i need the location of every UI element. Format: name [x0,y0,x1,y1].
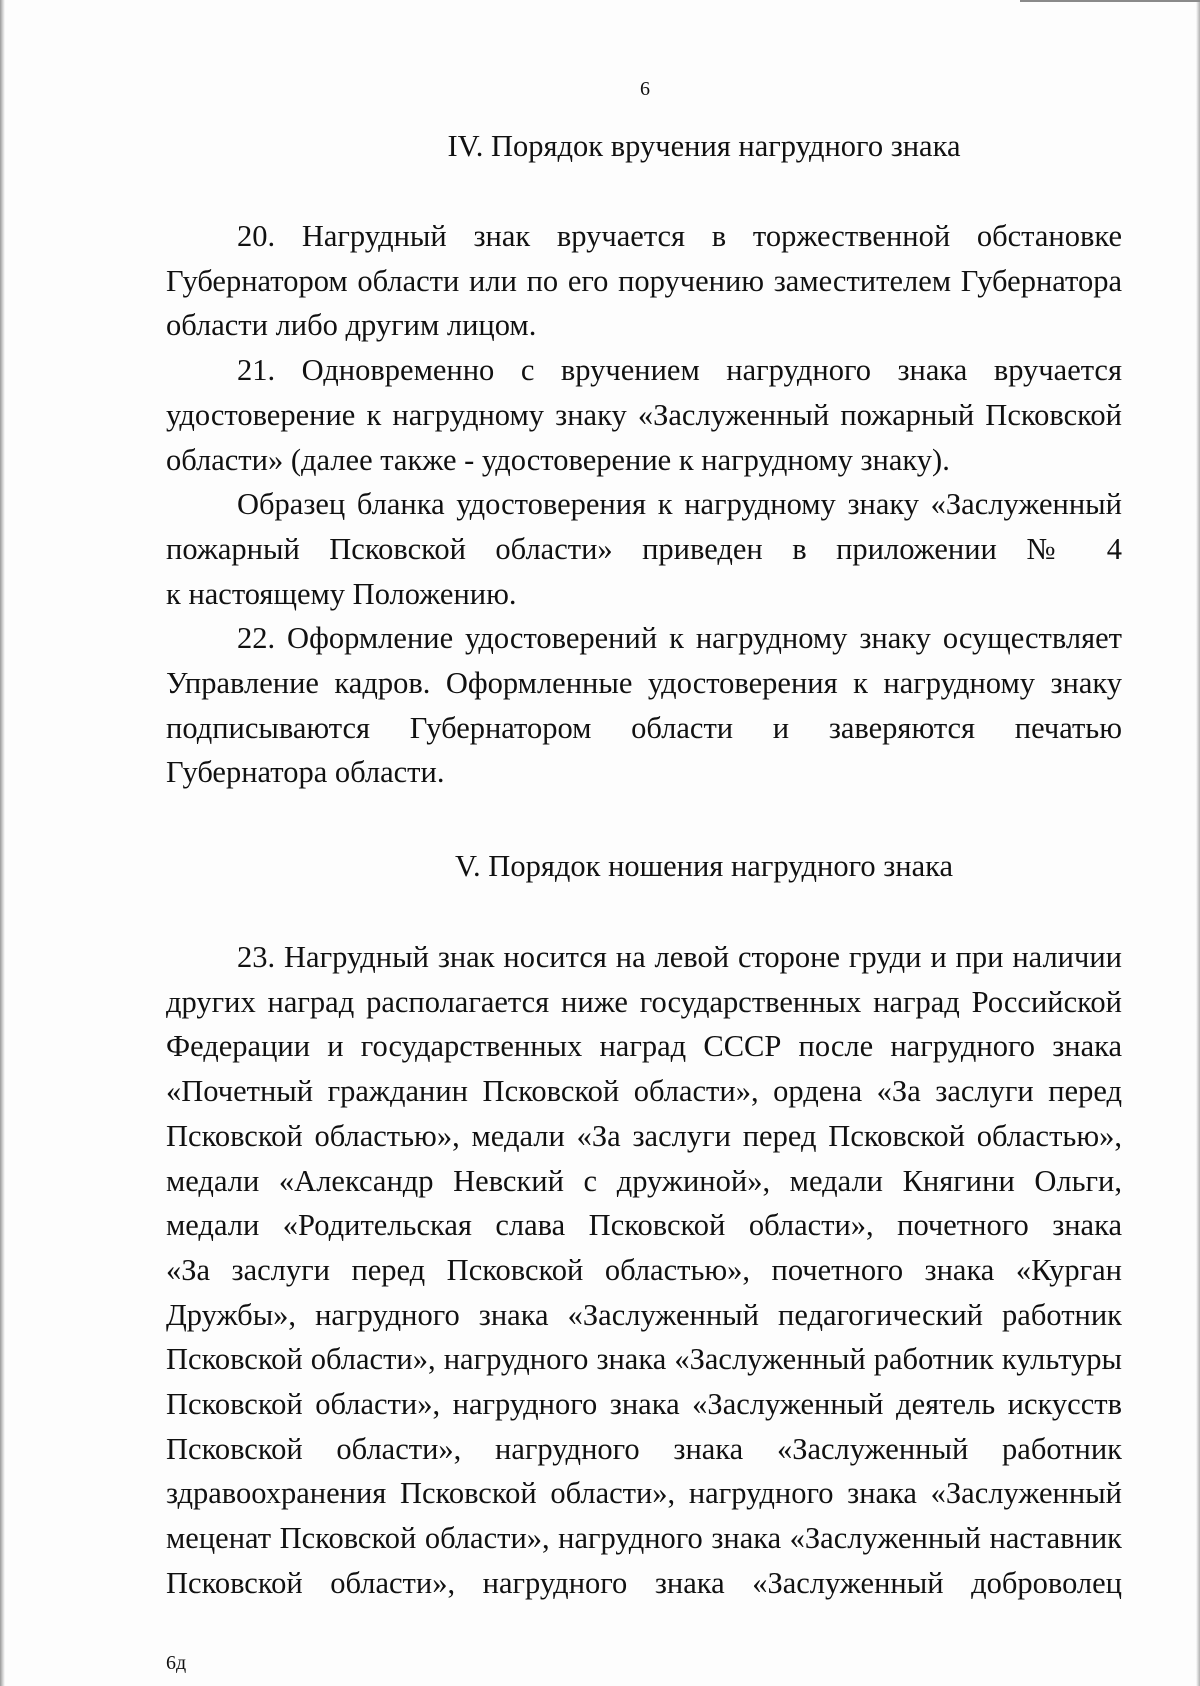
text-line: пожарный Псковской области» приведен в приложении № 4 [166,531,1122,566]
footer-code: 6д [166,1652,187,1674]
text-line: Управление кадров. Оформленные удостоверения к нагрудному знаку [166,666,1122,701]
text-line: Псковской области», нагрудного знака «Заслуженный деятель искусств [166,1387,1122,1422]
text-line: Федерации и государственных наград СССР после нагрудного знака [166,1029,1122,1064]
text-line: Дружбы», нагрудного знака «Заслуженный педагогический работник [166,1297,1122,1332]
text-line: области либо другим лицом. [166,308,537,343]
paragraph-sample-form [166,482,1122,616]
scan-edge-left [0,0,5,1686]
text-line: Губернатора области. [166,755,445,790]
text-line: медали «Родительская слава Псковской области», почетного знака [166,1208,1122,1243]
section-4-title: IV. Порядок вручения нагрудного знака [447,129,961,163]
text-line: других наград располагается ниже государственных наград Российской [166,984,1122,1019]
text-line: «За заслуги перед Псковской областью», почетного знака «Курган [166,1252,1122,1287]
text-line: области» (далее также - удостоверение к нагрудному знаку). [166,442,950,477]
text-line: Псковской области», нагрудного знака «Заслуженный доброволец [166,1565,1122,1600]
text-line: Псковской области», нагрудного знака «Заслуженный работник культуры [166,1342,1122,1377]
text-line: к настоящему Положению. [166,576,517,611]
scan-edge-top [1020,0,1200,2]
paragraph-23 [166,935,1122,1606]
text-line: удостоверение к нагрудному знаку «Заслуженный пожарный Псковской [166,397,1122,432]
text-line: 20. Нагрудный знак вручается в торжественной обстановке [237,219,1122,253]
paragraph-21 [166,348,1122,482]
section-4-body [166,214,1122,795]
text-line: меценат Псковской области», нагрудного знака «Заслуженный наставник [166,1521,1122,1556]
text-line: здравоохранения Псковской области», нагрудного знака «Заслуженный [166,1476,1122,1511]
text-line: Псковской области», нагрудного знака «Заслуженный работник [166,1431,1122,1466]
text-line: 21. Одновременно с вручением нагрудного знака вручается [237,353,1122,388]
text-line: медали «Александр Невский с дружиной», медали Княгини Ольги, [166,1163,1122,1198]
scan-edge-right [1196,0,1200,1686]
text-line: подписываются Губернатором области и заверяются печатью [166,710,1122,745]
text-line: Псковской областью», медали «За заслуги перед Псковской областью», [166,1118,1122,1153]
text-line: Губернатором области или по его поручению заместителем Губернатора [166,263,1122,298]
text-line: 22. Оформление удостоверений к нагрудному знаку осуществляет [237,621,1122,656]
page-number: 6 [640,78,650,100]
text-line: 23. Нагрудный знак носится на левой стороне груди и при наличии [237,940,1122,974]
section-5-title: V. Порядок ношения нагрудного знака [454,849,954,883]
text-line: «Почетный гражданин Псковской области», ордена «За заслуги перед [166,1074,1122,1109]
section-5-body [166,935,1122,1606]
text-line: Образец бланка удостоверения к нагрудному знаку «Заслуженный [237,487,1122,522]
paragraph-20 [166,214,1122,348]
paragraph-22 [166,616,1122,795]
